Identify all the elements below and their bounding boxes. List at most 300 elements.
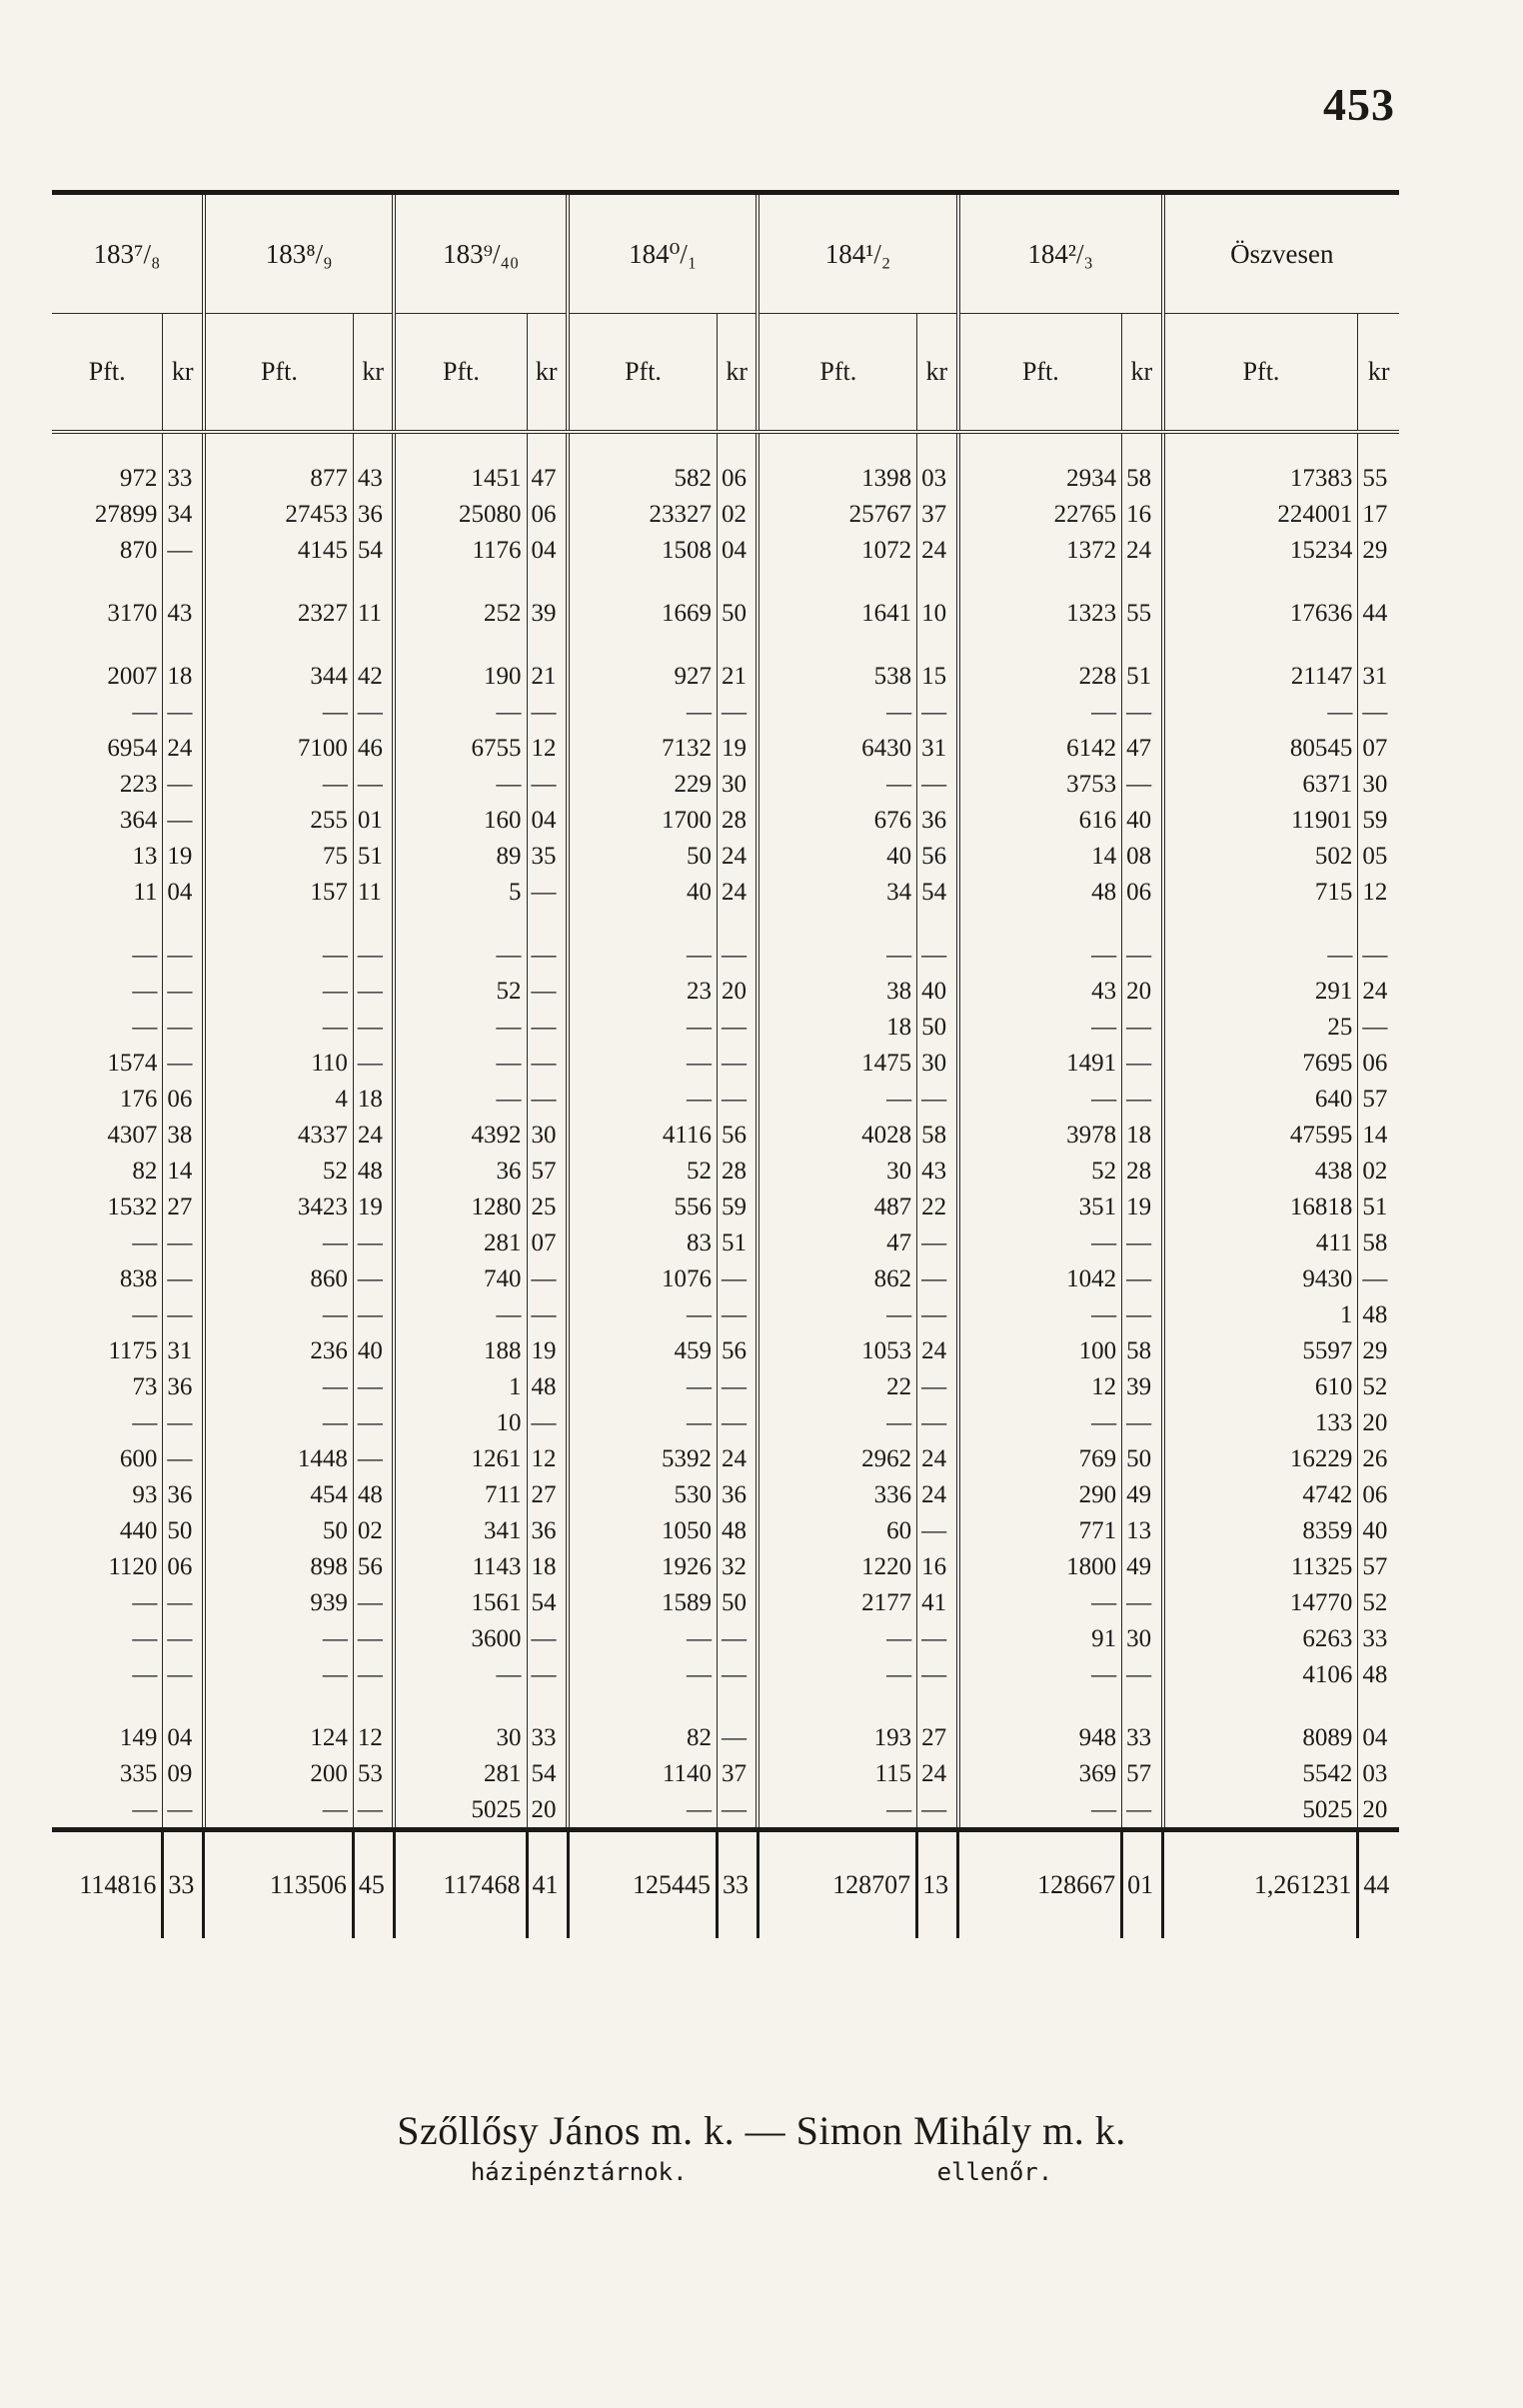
- kr-cell: —: [718, 1296, 759, 1332]
- kr-cell: 04: [527, 802, 568, 838]
- pft-cell: 7132: [568, 730, 718, 766]
- kr-cell: 50: [1122, 1440, 1163, 1476]
- kr-cell: 06: [163, 1081, 204, 1117]
- pft-cell: —: [958, 1584, 1122, 1620]
- kr-header: kr: [718, 314, 759, 433]
- spacer-cell: [1122, 631, 1163, 658]
- spacer-cell: [1122, 910, 1163, 937]
- pft-cell: 1448: [204, 1440, 354, 1476]
- pft-cell: 18: [758, 1009, 916, 1045]
- pft-cell: 5025: [394, 1791, 527, 1830]
- kr-cell: 15: [917, 658, 958, 694]
- role-cashier: házipénztárnok.: [470, 2158, 688, 2186]
- table-row: [52, 1260, 1399, 1296]
- kr-cell: 36: [163, 1368, 204, 1404]
- pft-cell: 454: [204, 1476, 354, 1512]
- kr-cell: 18: [1122, 1117, 1163, 1153]
- kr-cell: 18: [353, 1081, 394, 1117]
- kr-cell: 18: [527, 1548, 568, 1584]
- pft-cell: —: [958, 1224, 1122, 1260]
- pft-cell: 25: [1163, 1009, 1358, 1045]
- pft-cell: 1589: [568, 1584, 718, 1620]
- kr-cell: —: [163, 1791, 204, 1830]
- pft-header: Pft.: [52, 314, 163, 433]
- pft-cell: —: [394, 1656, 527, 1692]
- kr-cell: —: [718, 1620, 759, 1656]
- pft-cell: 4028: [758, 1117, 916, 1153]
- spacer-cell: [718, 568, 759, 595]
- pft-cell: 1143: [394, 1548, 527, 1584]
- spacer-cell: [353, 568, 394, 595]
- kr-cell: —: [718, 1791, 759, 1830]
- spacer-cell: [568, 568, 718, 595]
- pft-cell: 5542: [1163, 1755, 1358, 1791]
- table-row: [52, 937, 1399, 973]
- table-row: [52, 1189, 1399, 1224]
- pft-cell: 1042: [958, 1260, 1122, 1296]
- kr-cell: 40: [1358, 1512, 1399, 1548]
- spacer-cell: [1163, 1692, 1358, 1719]
- pft-cell: 1475: [758, 1045, 916, 1081]
- pft-cell: —: [394, 694, 527, 730]
- spacer-cell: [353, 910, 394, 937]
- pft-cell: 1451: [394, 432, 527, 496]
- pft-cell: 224001: [1163, 496, 1358, 532]
- year-header: Öszvesen: [1163, 193, 1399, 314]
- pft-cell: 34: [758, 874, 916, 910]
- pft-cell: 160: [394, 802, 527, 838]
- kr-cell: 16: [1122, 496, 1163, 532]
- pft-cell: 14770: [1163, 1584, 1358, 1620]
- pft-cell: 281: [394, 1224, 527, 1260]
- total-pft-cell: 128707: [758, 1830, 916, 1939]
- spacer-cell: [163, 910, 204, 937]
- kr-cell: —: [527, 1045, 568, 1081]
- kr-cell: —: [353, 1584, 394, 1620]
- pft-cell: —: [758, 937, 916, 973]
- kr-cell: —: [718, 1368, 759, 1404]
- pft-cell: 228: [958, 658, 1122, 694]
- kr-cell: 52: [1358, 1368, 1399, 1404]
- total-kr-cell: 41: [527, 1830, 568, 1939]
- kr-cell: 43: [917, 1153, 958, 1189]
- pft-cell: 676: [758, 802, 916, 838]
- pft-cell: 600: [119, 1444, 158, 1472]
- table-row: [52, 1791, 1399, 1830]
- pft-cell: 1140: [568, 1755, 718, 1791]
- kr-cell: 39: [1122, 1368, 1163, 1404]
- pft-cell: 9430: [1163, 1260, 1358, 1296]
- pft-cell: —: [568, 1045, 718, 1081]
- kr-cell: 12: [527, 1440, 568, 1476]
- kr-cell: 25: [527, 1189, 568, 1224]
- pft-cell: 22: [758, 1368, 916, 1404]
- kr-cell: 30: [917, 1045, 958, 1081]
- kr-cell: —: [718, 694, 759, 730]
- pft-cell: 3423: [204, 1189, 354, 1224]
- pft-cell: 22765: [958, 496, 1122, 532]
- pft-cell: 5392: [568, 1440, 718, 1476]
- pft-cell: 75: [204, 838, 354, 874]
- kr-cell: —: [917, 1224, 958, 1260]
- pft-cell: —: [132, 977, 158, 1005]
- spacer-row: [52, 568, 1399, 595]
- pft-cell: —: [568, 1620, 718, 1656]
- kr-cell: 06: [1358, 1045, 1399, 1081]
- table-row: [52, 838, 1399, 874]
- kr-cell: 28: [718, 802, 759, 838]
- pft-cell: 341: [394, 1512, 527, 1548]
- pft-cell: 1175: [108, 1336, 158, 1364]
- pft-cell: 16229: [1163, 1440, 1358, 1476]
- pft-cell: 100: [958, 1332, 1122, 1368]
- pft-cell: 5: [394, 874, 527, 910]
- pft-cell: 640: [1163, 1081, 1358, 1117]
- pft-cell: —: [958, 1791, 1122, 1830]
- pft-cell: 1261: [394, 1440, 527, 1476]
- kr-cell: —: [353, 1260, 394, 1296]
- pft-cell: 1053: [758, 1332, 916, 1368]
- kr-cell: —: [353, 694, 394, 730]
- kr-cell: 55: [1358, 432, 1399, 496]
- kr-cell: 12: [353, 1719, 394, 1755]
- pft-cell: 50: [204, 1512, 354, 1548]
- kr-cell: —: [1358, 694, 1399, 730]
- kr-cell: —: [1122, 694, 1163, 730]
- pft-cell: —: [758, 1620, 916, 1656]
- pft-cell: 17636: [1163, 595, 1358, 631]
- pft-cell: 52: [958, 1153, 1122, 1189]
- pft-cell: 157: [204, 874, 354, 910]
- pft-cell: 3600: [394, 1620, 527, 1656]
- pft-cell: 1700: [568, 802, 718, 838]
- kr-cell: 02: [718, 496, 759, 532]
- spacer-cell: [958, 910, 1122, 937]
- kr-cell: 24: [1358, 973, 1399, 1009]
- spacer-cell: [568, 910, 718, 937]
- pft-cell: 502: [1163, 838, 1358, 874]
- kr-cell: 56: [718, 1332, 759, 1368]
- pft-cell: —: [958, 1081, 1122, 1117]
- kr-cell: 57: [1358, 1081, 1399, 1117]
- unit-header-row: [52, 314, 1399, 433]
- kr-cell: 06: [1358, 1476, 1399, 1512]
- spacer-cell: [1163, 910, 1358, 937]
- pft-cell: —: [394, 1009, 527, 1045]
- kr-cell: 47: [1122, 730, 1163, 766]
- kr-cell: 22: [917, 1189, 958, 1224]
- year-header: 183⁹/₄₀: [394, 193, 568, 314]
- pft-cell: 40: [568, 874, 718, 910]
- pft-cell: 1176: [394, 532, 527, 568]
- pft-cell: 1323: [958, 595, 1122, 631]
- pft-cell: 25767: [758, 496, 916, 532]
- pft-cell: 2934: [958, 432, 1122, 496]
- kr-cell: —: [527, 766, 568, 802]
- pft-cell: 11901: [1163, 802, 1358, 838]
- kr-cell: 24: [917, 1332, 958, 1368]
- pft-cell: 149: [119, 1723, 158, 1751]
- pft-cell: 229: [568, 766, 718, 802]
- pft-cell: 133: [1163, 1404, 1358, 1440]
- pft-cell: —: [204, 1656, 354, 1692]
- kr-cell: —: [1122, 1656, 1163, 1692]
- kr-cell: 04: [1358, 1719, 1399, 1755]
- pft-cell: 1280: [394, 1189, 527, 1224]
- kr-cell: 28: [718, 1153, 759, 1189]
- kr-cell: 10: [917, 595, 958, 631]
- spacer-row: [52, 1692, 1399, 1719]
- table-row: [52, 1404, 1399, 1440]
- spacer-cell: [204, 910, 354, 937]
- pft-cell: —: [758, 1656, 916, 1692]
- kr-cell: —: [1122, 1260, 1163, 1296]
- kr-cell: 26: [1358, 1440, 1399, 1476]
- role-controller: ellenőr.: [936, 2158, 1053, 2186]
- kr-cell: 06: [1122, 874, 1163, 910]
- total-pft-cell: 113506: [204, 1830, 354, 1939]
- ledger-table-wrapper: [52, 190, 1399, 1938]
- table-row: [52, 1440, 1399, 1476]
- kr-cell: —: [353, 937, 394, 973]
- pft-cell: 1574: [107, 1049, 158, 1077]
- total-pft-cell: 125445: [568, 1830, 718, 1939]
- spacer-cell: [527, 910, 568, 937]
- kr-cell: 40: [353, 1332, 394, 1368]
- spacer-cell: [527, 568, 568, 595]
- pft-cell: 1561: [394, 1584, 527, 1620]
- kr-cell: —: [527, 1081, 568, 1117]
- spacer-cell: [718, 1692, 759, 1719]
- kr-cell: —: [527, 1620, 568, 1656]
- total-kr-cell: 33: [163, 1830, 204, 1939]
- kr-cell: —: [917, 1620, 958, 1656]
- kr-cell: 34: [163, 496, 204, 532]
- total-kr-cell: 45: [353, 1830, 394, 1939]
- kr-cell: —: [718, 1719, 759, 1755]
- pft-cell: 93: [132, 1480, 158, 1508]
- pft-cell: —: [568, 1656, 718, 1692]
- table-row: [52, 730, 1399, 766]
- table-row: [52, 658, 1399, 694]
- spacer-cell: [52, 568, 163, 595]
- table-row: [52, 694, 1399, 730]
- pft-cell: —: [132, 1408, 158, 1436]
- kr-cell: 03: [917, 432, 958, 496]
- table-row: [52, 1719, 1399, 1755]
- kr-cell: 51: [718, 1224, 759, 1260]
- pft-cell: —: [394, 937, 527, 973]
- pft-cell: 21147: [1163, 658, 1358, 694]
- pft-cell: —: [568, 1296, 718, 1332]
- kr-cell: 33: [1358, 1620, 1399, 1656]
- spacer-cell: [163, 1692, 204, 1719]
- pft-cell: —: [958, 1404, 1122, 1440]
- pft-cell: —: [568, 1081, 718, 1117]
- pft-header: Pft.: [204, 314, 354, 433]
- spacer-cell: [52, 1692, 163, 1719]
- spacer-cell: [52, 910, 163, 937]
- pft-cell: 4337: [204, 1117, 354, 1153]
- pft-cell: 3753: [958, 766, 1122, 802]
- kr-cell: —: [718, 1656, 759, 1692]
- pft-cell: 1072: [758, 532, 916, 568]
- kr-cell: 16: [917, 1548, 958, 1584]
- kr-cell: —: [1122, 1404, 1163, 1440]
- pft-cell: —: [394, 766, 527, 802]
- pft-header: Pft.: [1163, 314, 1358, 433]
- kr-cell: —: [917, 694, 958, 730]
- kr-cell: —: [1122, 1045, 1163, 1081]
- pft-cell: 3170: [107, 599, 158, 627]
- kr-cell: 49: [1122, 1476, 1163, 1512]
- table-row: [52, 766, 1399, 802]
- table-row: [52, 1332, 1399, 1368]
- spacer-cell: [394, 1692, 527, 1719]
- kr-cell: 31: [163, 1332, 204, 1368]
- pft-cell: 17383: [1163, 432, 1358, 496]
- pft-cell: 1220: [758, 1548, 916, 1584]
- pft-cell: 1398: [758, 432, 916, 496]
- pft-cell: 1076: [568, 1260, 718, 1296]
- kr-cell: —: [353, 1440, 394, 1476]
- pft-cell: 487: [758, 1189, 916, 1224]
- kr-cell: —: [163, 973, 204, 1009]
- pft-cell: 616: [958, 802, 1122, 838]
- spacer-cell: [917, 1692, 958, 1719]
- table-row: [52, 532, 1399, 568]
- kr-cell: 59: [1358, 802, 1399, 838]
- kr-cell: 43: [353, 432, 394, 496]
- total-pft-cell: 117468: [394, 1830, 527, 1939]
- spacer-cell: [163, 568, 204, 595]
- pft-cell: 43: [958, 973, 1122, 1009]
- spacer-cell: [527, 1692, 568, 1719]
- kr-cell: 40: [1122, 802, 1163, 838]
- spacer-cell: [204, 568, 354, 595]
- kr-cell: —: [1122, 937, 1163, 973]
- table-row: [52, 1656, 1399, 1692]
- kr-cell: 48: [353, 1153, 394, 1189]
- kr-cell: —: [353, 1009, 394, 1045]
- kr-cell: —: [353, 1404, 394, 1440]
- spacer-cell: [394, 568, 527, 595]
- kr-cell: 02: [353, 1512, 394, 1548]
- kr-header: kr: [527, 314, 568, 433]
- kr-cell: 35: [527, 838, 568, 874]
- pft-cell: 1800: [958, 1548, 1122, 1584]
- kr-cell: 12: [1358, 874, 1399, 910]
- pft-cell: 11: [133, 878, 158, 906]
- pft-header: Pft.: [394, 314, 527, 433]
- pft-cell: 60: [758, 1512, 916, 1548]
- pft-cell: 5597: [1163, 1332, 1358, 1368]
- kr-cell: 54: [527, 1755, 568, 1791]
- kr-cell: —: [917, 1404, 958, 1440]
- pft-header: Pft.: [758, 314, 916, 433]
- kr-cell: 03: [1358, 1755, 1399, 1791]
- kr-cell: 51: [1122, 658, 1163, 694]
- table-row: [52, 1584, 1399, 1620]
- pft-cell: —: [132, 1588, 158, 1616]
- kr-cell: —: [163, 802, 204, 838]
- pft-cell: —: [758, 1296, 916, 1332]
- table-row: [52, 973, 1399, 1009]
- pft-cell: 200: [204, 1755, 354, 1791]
- kr-cell: 19: [1122, 1189, 1163, 1224]
- pft-cell: 38: [758, 973, 916, 1009]
- pft-cell: —: [132, 1795, 158, 1823]
- pft-cell: —: [958, 694, 1122, 730]
- kr-cell: 51: [1358, 1189, 1399, 1224]
- pft-cell: 40: [758, 838, 916, 874]
- pft-cell: —: [132, 1660, 158, 1688]
- kr-cell: —: [163, 1440, 204, 1476]
- kr-cell: 04: [163, 1719, 204, 1755]
- kr-cell: 58: [1122, 1332, 1163, 1368]
- kr-cell: —: [527, 973, 568, 1009]
- kr-cell: 06: [163, 1548, 204, 1584]
- year-header-row: [52, 193, 1399, 314]
- kr-cell: —: [163, 1656, 204, 1692]
- spacer-cell: [568, 631, 718, 658]
- table-row: [52, 1368, 1399, 1404]
- pft-cell: —: [394, 1296, 527, 1332]
- kr-cell: 08: [1122, 838, 1163, 874]
- pft-cell: —: [958, 1009, 1122, 1045]
- pft-cell: 80545: [1163, 730, 1358, 766]
- pft-cell: 27453: [204, 496, 354, 532]
- pft-cell: —: [758, 1404, 916, 1440]
- pft-cell: 50: [568, 838, 718, 874]
- pft-cell: 8089: [1163, 1719, 1358, 1755]
- table-row: [52, 1296, 1399, 1332]
- pft-cell: 582: [568, 432, 718, 496]
- kr-cell: 54: [917, 874, 958, 910]
- kr-cell: 49: [1122, 1548, 1163, 1584]
- pft-cell: 438: [1163, 1153, 1358, 1189]
- kr-cell: —: [527, 694, 568, 730]
- pft-cell: 83: [568, 1224, 718, 1260]
- spacer-cell: [958, 1692, 1122, 1719]
- pft-cell: 14: [958, 838, 1122, 874]
- pft-cell: 176: [119, 1085, 158, 1113]
- pft-cell: 440: [119, 1516, 158, 1544]
- kr-cell: —: [1122, 1584, 1163, 1620]
- pft-cell: 1491: [958, 1045, 1122, 1081]
- total-kr-cell: 33: [718, 1830, 759, 1939]
- table-row: [52, 1512, 1399, 1548]
- kr-cell: 12: [527, 730, 568, 766]
- pft-cell: 15234: [1163, 532, 1358, 568]
- pft-cell: 23: [568, 973, 718, 1009]
- kr-cell: —: [163, 532, 204, 568]
- kr-cell: 24: [1122, 532, 1163, 568]
- kr-cell: 36: [353, 496, 394, 532]
- kr-cell: 30: [527, 1117, 568, 1153]
- pft-cell: 12: [958, 1368, 1122, 1404]
- spacer-cell: [958, 568, 1122, 595]
- pft-cell: 2962: [758, 1440, 916, 1476]
- pft-cell: 364: [119, 806, 158, 834]
- table-row: [52, 1476, 1399, 1512]
- pft-cell: —: [204, 973, 354, 1009]
- kr-cell: 38: [163, 1117, 204, 1153]
- pft-cell: —: [394, 1081, 527, 1117]
- total-pft-cell: 114816: [52, 1830, 163, 1939]
- pft-cell: 110: [204, 1045, 354, 1081]
- kr-cell: 48: [1358, 1656, 1399, 1692]
